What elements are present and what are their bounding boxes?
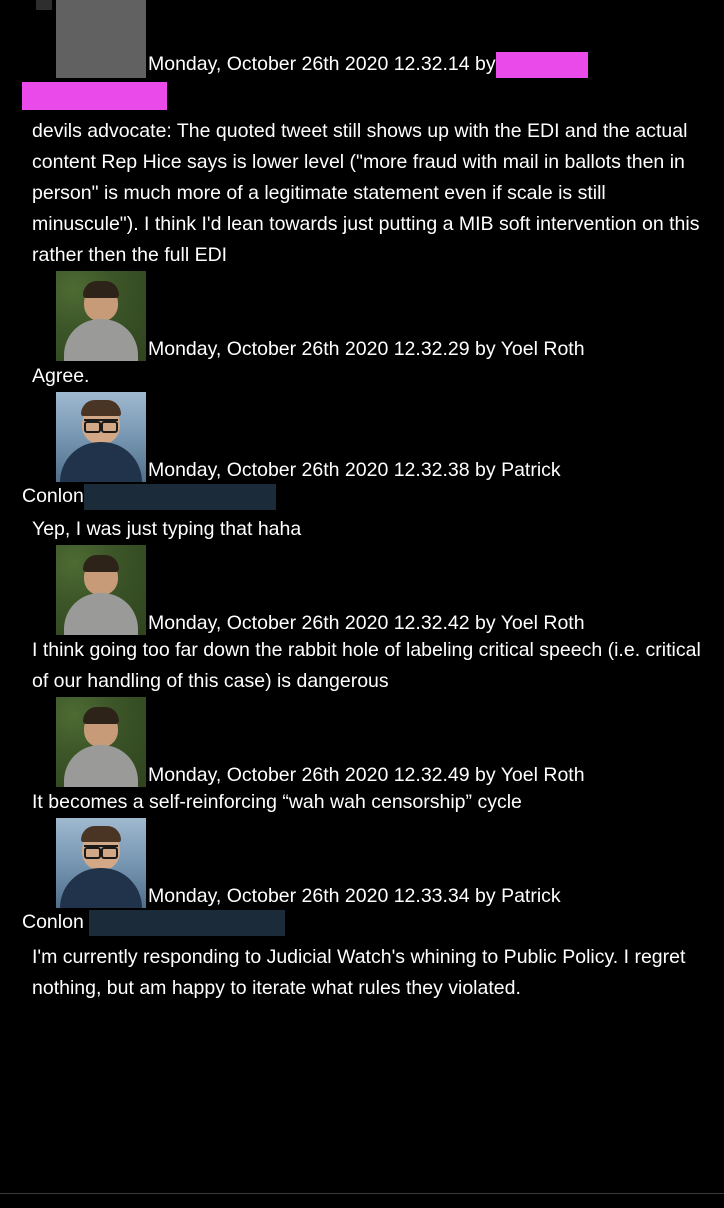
- message-header: [22, 818, 710, 908]
- message-item: [22, 0, 710, 271]
- message-timestamp: Monday, October 26th 2020 12.32.49 by: [148, 764, 496, 786]
- message-item: [22, 392, 710, 545]
- message-body: It becomes a self-reinforcing “wah wah censorship” cycle: [32, 791, 522, 813]
- message-author-first: Patrick: [501, 459, 561, 481]
- message-header: [22, 545, 710, 635]
- message-timestamp: Monday, October 26th 2020 12.32.29 by: [148, 338, 496, 360]
- message-item: [22, 545, 710, 697]
- message-header: [22, 392, 710, 482]
- redacted-author-name-line2: [22, 82, 167, 110]
- message-author-overflow: [22, 482, 710, 510]
- message-body: I think going too far down the rabbit hole of labeling critical speech (i.e. critical of our handling of this case) is dangerous: [32, 639, 701, 692]
- frame-left-edge: [0, 0, 22, 1208]
- message-header: [22, 697, 710, 787]
- message-item: [22, 818, 710, 1004]
- message-body: Agree.: [32, 365, 90, 387]
- message-author-second: Conlon: [22, 911, 84, 933]
- message-list: [22, 0, 710, 1004]
- message-item: [22, 271, 710, 392]
- redacted-author-name: [496, 52, 588, 78]
- patrick-conlon-avatar: [56, 818, 146, 908]
- message-author-overflow: [22, 908, 710, 936]
- redacted-author-handle: [89, 910, 285, 936]
- message-timestamp: Monday, October 26th 2020 12.32.42 by: [148, 612, 496, 634]
- message-timestamp: Monday, October 26th 2020 12.32.38 by: [148, 459, 496, 481]
- message-body: devils advocate: The quoted tweet still shows up with the EDI and the actual content Rep Hice says is lower level ("more fraud with mail in ballots then in person" is much more of a legitimate statement even if scale is still minuscule"). I think I'd lean towards just putting a MIB soft intervention on this rather then the full EDI: [32, 120, 700, 266]
- yoel-roth-avatar: [56, 697, 146, 787]
- message-timestamp: Monday, October 26th 2020 12.32.14 by: [148, 53, 496, 76]
- message-author: Yoel Roth: [500, 612, 585, 634]
- frame-right-edge: [710, 0, 724, 1208]
- frame-bottom-edge: [0, 1193, 724, 1208]
- message-item: [22, 697, 710, 818]
- patrick-conlon-avatar: [56, 392, 146, 482]
- message-author-second: Conlon: [22, 485, 84, 507]
- yoel-roth-avatar: [56, 271, 146, 361]
- redacted-author-name-overflow: [22, 82, 710, 110]
- message-author-first: Patrick: [501, 885, 561, 907]
- yoel-roth-avatar: [56, 545, 146, 635]
- message-header: [22, 0, 710, 78]
- message-timestamp: Monday, October 26th 2020 12.33.34 by: [148, 885, 496, 907]
- blank-avatar: [56, 0, 146, 78]
- message-header: [22, 271, 710, 361]
- message-body: Yep, I was just typing that haha: [32, 518, 302, 540]
- message-body: I'm currently responding to Judicial Watch's whining to Public Policy. I regret nothing, but am happy to iterate what rules they violated.: [32, 946, 686, 999]
- redacted-author-handle: [84, 484, 276, 510]
- message-author: Yoel Roth: [500, 338, 585, 360]
- message-author: Yoel Roth: [500, 764, 585, 786]
